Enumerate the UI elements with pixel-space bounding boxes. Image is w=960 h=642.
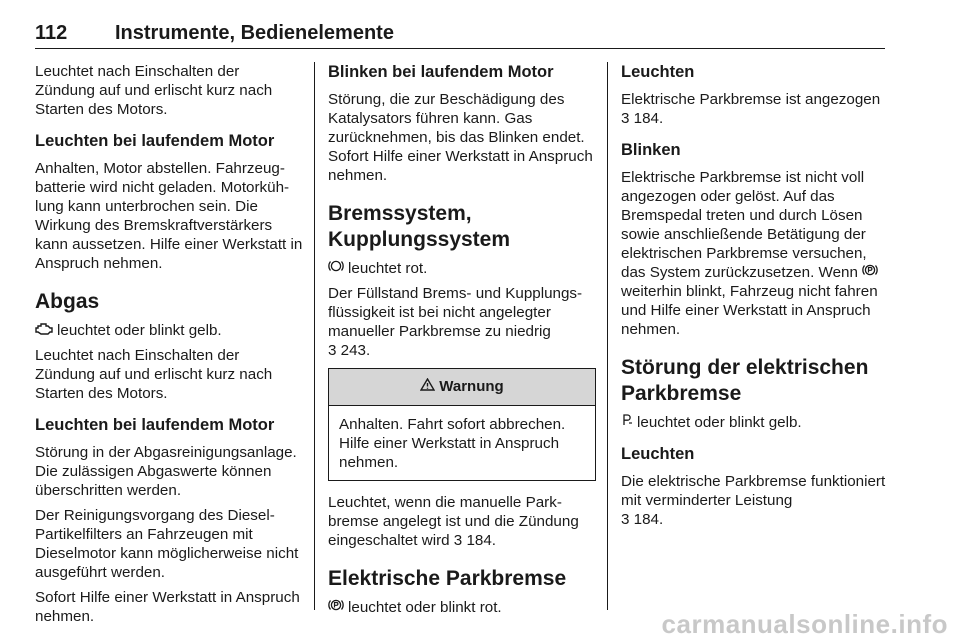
paragraph: leuchtet rot. <box>328 259 596 278</box>
section-title: Störung der elektrischen Parkbremse <box>621 356 869 405</box>
column-3 <box>621 62 889 535</box>
page-header <box>35 22 885 49</box>
paragraph: Die elektrische Parkbremse funktioniert mit verminderter Leistung 3 184. <box>621 473 886 528</box>
section-heading: Blinken bei laufendem Motor <box>328 63 554 81</box>
section-title: Abgas <box>35 290 100 313</box>
paragraph: leuchtet oder blinkt gelb. <box>35 321 303 340</box>
watermark: carmanualsonline.info <box>661 609 948 639</box>
section-title: Elektrische Parkbremse <box>328 567 567 590</box>
column-1 <box>35 62 303 632</box>
warning-triangle-icon <box>420 369 435 405</box>
paragraph: Elektrische Parkbremse ist nicht voll angezogen oder gelöst. Auf das Bremspedal treten und durch Lösen sowie anschließende Betätigung der elektrischen Parkbremse versuchen, das System zurückzusetzen. Wenn weiterhin blinkt, Fahrzeug nicht fahren und Hilfe einer Werkstatt in Anspruch nehmen. <box>621 169 878 338</box>
section-title: Bremssystem, Kupplungssystem <box>328 202 511 251</box>
warning-header: Warnung <box>329 369 595 406</box>
column-2 <box>328 62 596 623</box>
section-heading: Leuchten bei laufendem Motor <box>35 132 275 150</box>
parking-brake-icon <box>862 263 878 282</box>
paragraph: Störung, die zur Beschädigung des Katalysators führen kann. Gas zurücknehmen, bis das Blinken endet. Sofort Hilfe einer Werkstatt in Anspruch nehmen. <box>328 91 593 184</box>
paragraph: Leuchtet nach Einschalten der Zündung auf und erlischt kurz nach Starten des Motors. <box>35 63 273 118</box>
section-heading: Blinken <box>621 141 681 159</box>
column-divider <box>314 62 315 610</box>
paragraph: Elektrische Parkbremse ist angezogen 3 184. <box>621 91 881 127</box>
paragraph: Leuchtet, wenn die manuelle Parkbremse angelegt ist und die Zündung eingeschaltet wird 3 184. <box>328 494 579 549</box>
paragraph: Leuchtet nach Einschalten der Zündung auf und erlischt kurz nach Starten des Motors. <box>35 347 273 402</box>
page-title: Instrumente, Bedienelemente <box>115 22 394 44</box>
paragraph: Sofort Hilfe einer Werkstatt in Anspruch nehmen. <box>35 589 300 625</box>
paragraph: leuchtet oder blinkt gelb. <box>621 413 889 432</box>
section-heading: Leuchten <box>621 445 695 463</box>
section-heading: Leuchten <box>621 63 695 81</box>
column-divider <box>607 62 608 610</box>
paragraph: Der Füllstand Brems- und Kupplungsflüssigkeit ist bei nicht angelegter manueller Parkbremse zu niedrig 3 243. <box>328 285 583 359</box>
warning-text: Anhalten. Fahrt sofort abbrechen. Hilfe einer Werkstatt in Anspruch nehmen. <box>339 416 566 471</box>
paragraph: Der Reinigungsvorgang des DieselPartikelfilters an Fahrzeugen mit Dieselmotor kann möglicherweise nicht ausgeführt werden. <box>35 507 299 581</box>
brake-warning-icon <box>328 259 344 278</box>
paragraph: Störung in der Abgasreinigungsanlage. Die zulässigen Abgaswerte können überschritten werden. <box>35 444 297 499</box>
parking-brake-fault-icon <box>621 413 633 432</box>
warning-box <box>328 368 596 481</box>
section-heading: Leuchten bei laufendem Motor <box>35 416 275 434</box>
parking-brake-icon <box>328 598 344 617</box>
page-number: 112 <box>35 22 68 44</box>
paragraph: leuchtet oder blinkt rot. <box>328 598 596 617</box>
paragraph: Anhalten, Motor abstellen. Fahrzeugbatterie wird nicht geladen. Motorkühlung kann unterbrochen sein. Die Wirkung des Bremskraftverstärkers kann aussetzen. Hilfe einer Werkstatt in Anspruch nehmen. <box>35 160 303 272</box>
engine-warning-icon <box>35 321 53 340</box>
